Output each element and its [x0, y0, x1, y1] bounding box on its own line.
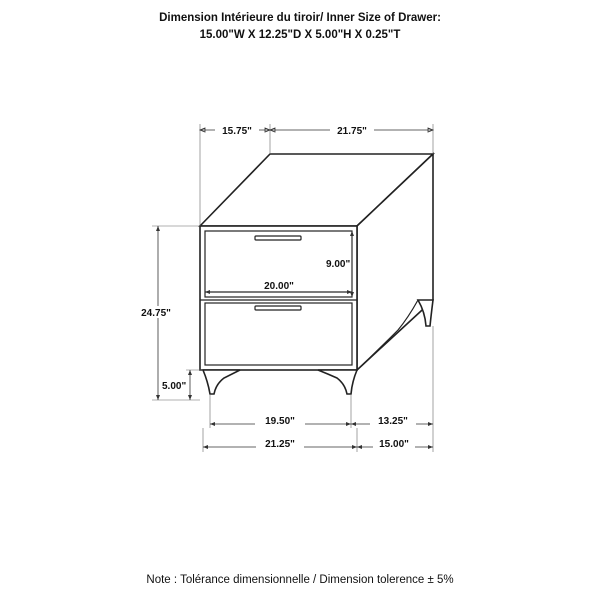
- dim-top-depth: 15.75": [222, 126, 252, 137]
- dim-depth: 15.00": [379, 439, 409, 450]
- dim-inner-width: 19.50": [265, 416, 295, 427]
- dim-front-width: 21.25": [265, 439, 295, 450]
- dim-inner-depth: 13.25": [378, 416, 408, 427]
- header-line-2: 15.00"W X 12.25"D X 5.00"H X 0.25"T: [199, 29, 401, 41]
- leg-back-right: [418, 300, 433, 326]
- dim-leg-height: 5.00": [162, 381, 187, 392]
- dim-height: 24.75": [141, 308, 171, 319]
- leg-front-left: [203, 370, 240, 394]
- dim-top-width: 21.75": [337, 126, 367, 137]
- header-line-1: Dimension Intérieure du tiroir/ Inner Size of Drawer:: [159, 12, 441, 24]
- front-panel: [200, 226, 357, 370]
- tolerance-note: Note : Tolérance dimensionnelle / Dimension tolerence ± 5%: [146, 574, 454, 586]
- leg-front-right: [318, 370, 357, 394]
- dim-drawer-width: 20.00": [264, 281, 294, 292]
- dim-drawer-height: 9.00": [326, 259, 351, 270]
